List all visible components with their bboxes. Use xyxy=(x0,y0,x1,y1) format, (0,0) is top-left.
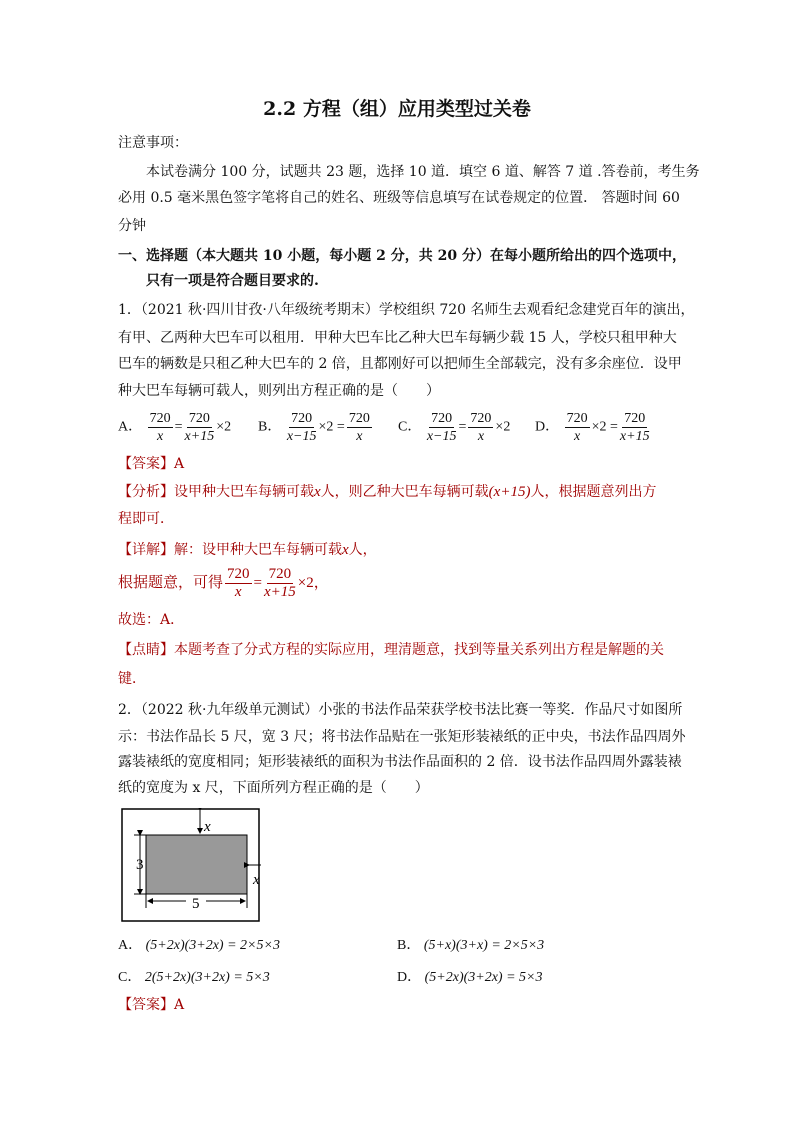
answer: 【答案】A xyxy=(118,456,185,472)
question-text: 有甲、乙两种大巴车可以租用．甲种大巴车比乙种大巴车每辆少载 15 人，学校只租甲种大 xyxy=(118,330,677,346)
fraction: $\frac{720}{x-15}$ xyxy=(286,411,317,444)
fraction: $\frac{720}{x}$ xyxy=(227,566,250,600)
comment-cont: 键． xyxy=(118,671,146,687)
notice-heading: 注意事项： xyxy=(118,135,188,151)
question-text: 露装裱纸的宽度相同；矩形装裱纸的面积为书法作品面积的 2 倍．设书法作品四周外露装裱 xyxy=(118,754,682,770)
option-c[interactable]: C． 2(5+2x)(3+2x) = 5×3 xyxy=(118,970,270,985)
option-d[interactable]: D． (5+2x)(3+2x) = 5×3 xyxy=(397,970,543,985)
choose-answer: 故选：A． xyxy=(118,612,185,628)
svg-text:3: 3 xyxy=(136,857,144,873)
page-title: 2.2 方程（组）应用类型过关卷 xyxy=(263,98,531,120)
analysis-cont: 程即可． xyxy=(118,511,174,527)
answer: 【答案】A xyxy=(118,997,185,1013)
detail-equation: 根据题意，可得 $\frac{720}{x}$ = $\frac{720}{x+15}$ ×2， xyxy=(118,566,329,600)
svg-text:x: x xyxy=(253,872,260,888)
fraction: $\frac{720}{x+15}$ xyxy=(619,411,650,444)
detail: 【详解】解：设甲种大巴车每辆可载x人， xyxy=(118,542,377,558)
fraction: $\frac{720}{x}$ xyxy=(348,411,370,444)
svg-text:5: 5 xyxy=(192,896,200,912)
artwork-rect xyxy=(146,835,247,894)
option-label: A． xyxy=(118,419,143,435)
fraction: $\frac{720}{x}$ xyxy=(470,411,492,444)
option-label: D． xyxy=(535,419,560,435)
fraction: $\frac{720}{x+15}$ xyxy=(263,566,296,600)
option-a[interactable]: A． (5+2x)(3+2x) = 2×5×3 xyxy=(118,938,280,953)
svg-text:x: x xyxy=(204,819,211,835)
question-text: 2．（2022 秋·九年级单元测试）小张的书法作品荣获学校书法比赛一等奖．作品尺寸如图所 xyxy=(118,702,683,718)
option-d[interactable]: D． $\frac{720}{x}$ ×2 = $\frac{720}{x+15}$ xyxy=(535,411,650,444)
option-b[interactable]: B． $\frac{720}{x-15}$ ×2 = $\frac{720}{x}$ xyxy=(258,411,370,444)
fraction: $\frac{720}{x+15}$ xyxy=(184,411,215,444)
option-label: C． xyxy=(398,419,422,435)
fraction: $\frac{720}{x}$ xyxy=(149,411,171,444)
question-text: 示：书法作品长 5 尺，宽 3 尺；将书法作品贴在一张矩形装裱纸的正中央，书法作品四周外 xyxy=(118,729,686,745)
section-heading: 一、选择题（本大题共 10 小题，每小题 2 分，共 20 分）在每小题所给出的四个选项中， xyxy=(118,248,686,264)
notice-line: 必用 0.5 毫米黑色签字笔将自己的姓名、班级等信息填写在试卷规定的位置． 答题时间 60 xyxy=(118,190,680,206)
comment: 【点睛】本题考查了分式方程的实际应用，理清题意，找到等量关系列出方程是解题的关 xyxy=(118,642,664,658)
fraction: $\frac{720}{x-15}$ xyxy=(426,411,457,444)
notice-line: 分钟 xyxy=(118,218,146,234)
option-a[interactable]: A． $\frac{720}{x}$ = $\frac{720}{x+15}$ ×2 xyxy=(118,411,232,444)
option-label: B． xyxy=(258,419,282,435)
analysis: 【分析】设甲种大巴车每辆可载x人，则乙种大巴车每辆可载(x+15)人，根据题意列出方 xyxy=(118,484,657,500)
section-heading: 只有一项是符合题目要求的. xyxy=(146,273,319,289)
question-text: 1．（2021 秋·四川甘孜·八年级统考期末）学校组织 720 名师生去观看纪念建党百年的演出， xyxy=(118,302,695,318)
question-text: 巴车的辆数是只租乙种大巴车的 2 倍，且都刚好可以把师生全部载完，没有多余座位．设甲 xyxy=(118,356,682,372)
calligraphy-frame-diagram xyxy=(121,808,261,924)
question-text: 纸的宽度为 x 尺，下面所列方程正确的是（ ） xyxy=(118,780,429,796)
notice-line: 本试卷满分 100 分，试题共 23 题，选择 10 道．填空 6 道、解答 7 道 .答卷前，考生务 xyxy=(146,164,700,180)
fraction: $\frac{720}{x}$ xyxy=(566,411,588,444)
option-c[interactable]: C． $\frac{720}{x-15}$ = $\frac{720}{x}$ ×2 xyxy=(398,411,511,444)
question-text: 种大巴车每辆可载人，则列出方程正确的是（ ） xyxy=(118,383,440,399)
option-b[interactable]: B． (5+x)(3+x) = 2×5×3 xyxy=(397,938,545,953)
